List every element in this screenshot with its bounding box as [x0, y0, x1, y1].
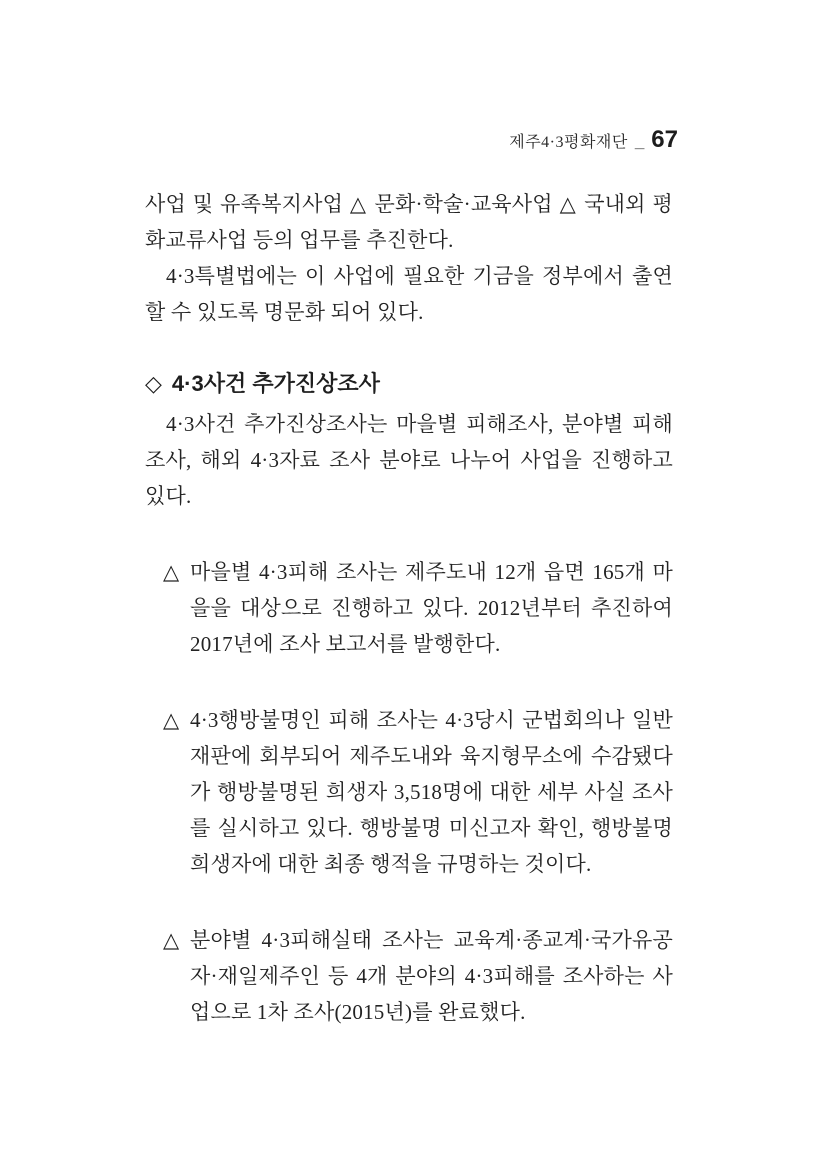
- bullet-text: 4·3행방불명인 피해 조사는 4·3당시 군법회의나 일반재판에 회부되어 제주도내와 육지형무소에 수감됐다가 행방불명된 희생자 3,518명에 대한 세부 사실 조사를 실시하고 있다. 행방불명 미신고자 확인, 행방불명 희생자에 대한 최종 행적을 규명하는 것이다.: [190, 708, 673, 876]
- paragraph: 4·3특별법에는 이 사업에 필요한 기금을 정부에서 출연할 수 있도록 명문화 되어 있다.: [145, 264, 673, 324]
- paragraph: 사업 및 유족복지사업 △ 문화·학술·교육사업 △ 국내외 평화교류사업 등의 업무를 추진한다.: [145, 192, 673, 252]
- triangle-marker-icon: △: [163, 560, 180, 584]
- running-head-title: 제주4·3평화재단: [509, 134, 628, 151]
- bullet-item: [145, 702, 673, 882]
- triangle-marker-icon: △: [163, 708, 180, 732]
- header-separator: _: [634, 132, 645, 151]
- diamond-marker-icon: ◇: [145, 371, 162, 396]
- bullet-text: 분야별 4·3피해실태 조사는 교육계·종교계·국가유공자·재일제주인 등 4개 분야의 4·3피해를 조사하는 사업으로 1차 조사(2015년)를 완료했다.: [190, 928, 673, 1024]
- bullet-item: [145, 922, 673, 1030]
- section-intro-paragraph: 4·3사건 추가진상조사는 마을별 피해조사, 분야별 피해조사, 해외 4·3자료 조사 분야로 나누어 사업을 진행하고 있다.: [145, 412, 673, 508]
- page-header: [509, 126, 678, 154]
- bullet-text: 마을별 4·3피해 조사는 제주도내 12개 읍면 165개 마을을 대상으로 진행하고 있다. 2012년부터 추진하여 2017년에 조사 보고서를 발행한다.: [190, 560, 673, 656]
- section-heading-label: 4·3사건 추가진상조사: [171, 371, 380, 396]
- document-body: [145, 186, 673, 1030]
- bullet-item: [145, 554, 673, 662]
- triangle-marker-icon: △: [163, 928, 180, 952]
- section-heading: [145, 366, 673, 402]
- page-number: 67: [651, 126, 678, 153]
